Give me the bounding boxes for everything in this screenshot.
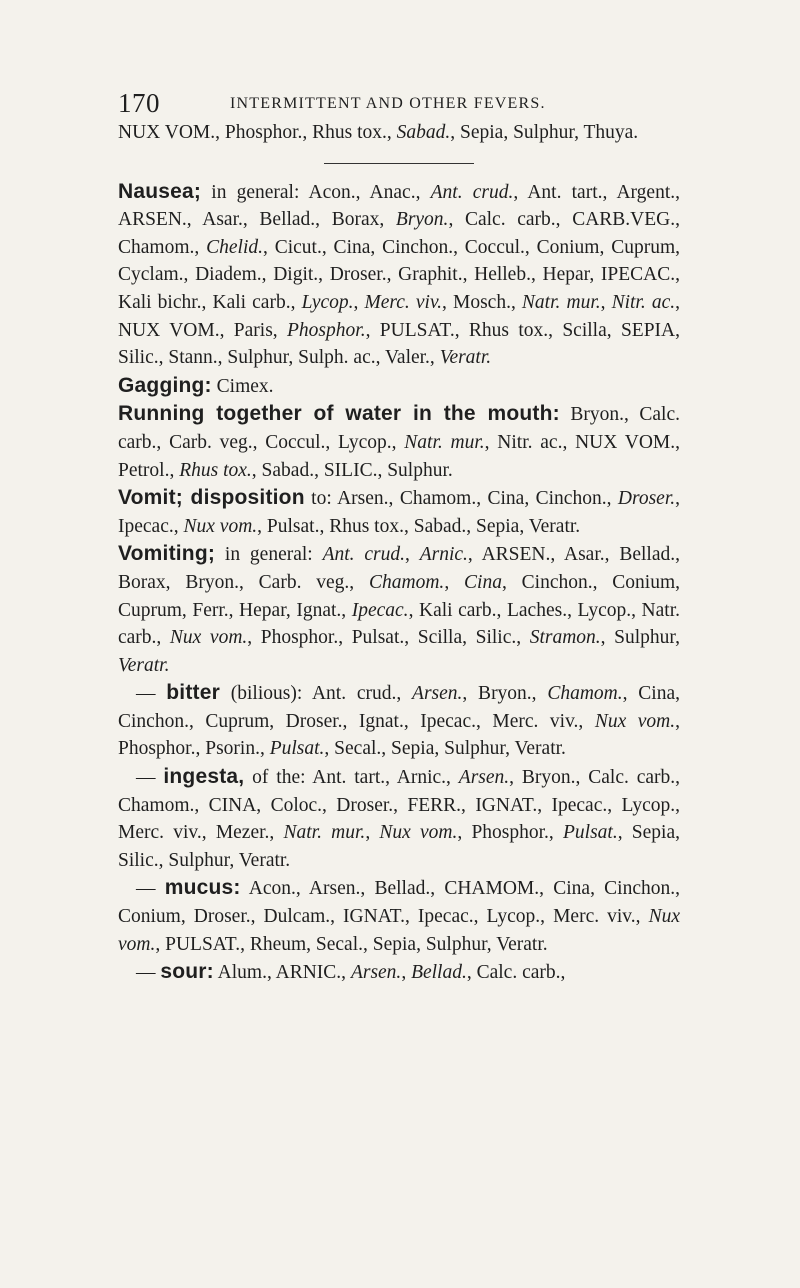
- entry-heading: bitter: [166, 681, 220, 705]
- running-title: INTERMITTENT AND OTHER FEVERS.: [230, 95, 546, 112]
- dash: —: [136, 878, 165, 900]
- section-divider: [324, 163, 474, 164]
- page-number: 170: [118, 88, 160, 118]
- entry-text: of the: Ant. tart., Arnic., Arsen., Bryon., Calc. carb., Chamom., CINA, Coloc., Droser., FERR., IGNAT., Ipecac., Lycop., Merc. viv., Mezer., Natr. mur., Nux vom., Phosphor., Pulsat., Sepia, Silic., Sulphur, Veratr.: [118, 767, 681, 871]
- entry-bitter: [118, 679, 680, 763]
- entry-heading: ingesta,: [163, 765, 245, 789]
- entry-vomit-disposition: [118, 484, 680, 540]
- entry-vomiting: [118, 540, 680, 679]
- page-body: [118, 119, 680, 987]
- entry-gagging: [118, 372, 680, 401]
- entry-text: (bilious): Ant. crud., Arsen., Bryon., Chamom., Cina, Cinchon., Cuprum, Droser., Ignat., Ipecac., Merc. viv., Nux vom., Phosphor., Psorin., Pulsat., Secal., Sepia, Sulphur, Veratr.: [118, 683, 680, 760]
- entry-mucus: [118, 874, 680, 958]
- entry-running-water: [118, 400, 680, 484]
- entry-nausea: [118, 178, 680, 372]
- entry-text: in general: Ant. crud., Arnic., ARSEN., Asar., Bellad., Borax, Bryon., Carb. veg., Chamom., Cina, Cinchon., Conium, Cuprum, Ferr., Hepar, Ignat., Ipecac., Kali carb., Laches., Lycop., Natr. carb., Nux vom., Phosphor., Pulsat., Scilla, Silic., Stramon., Sulphur, Veratr.: [118, 544, 681, 676]
- dash: —: [136, 683, 167, 705]
- entry-sour: [118, 958, 680, 987]
- entry-text: Cimex.: [211, 375, 274, 397]
- entry-heading: Running together of water in the mouth:: [118, 402, 560, 426]
- dash: —: [136, 962, 161, 984]
- intro-paragraph: NUX VOM., Phosphor., Rhus tox., Sabad., Sepia, Sulphur, Thuya.: [118, 122, 639, 143]
- entry-text: in general: Acon., Anac., Ant. crud., Ant. tart., Argent., ARSEN., Asar., Bellad., Borax, Bryon., Calc. carb., CARB.VEG., Chamom., Chelid., Cicut., Cina, Cinchon., Coccul., Conium, Cuprum, Cyclam., Diadem., Digit., Droser., Graphit., Helleb., Hepar, IPECAC., Kali bichr., Kali carb., Lycop., Merc. viv., Mosch., Natr. mur., Nitr. ac., NUX VOM., Paris, Phosphor., PULSAT., Rhus tox., Scilla, SEPIA, Silic., Stann., Sulphur, Sulph. ac., Valer., Veratr.: [118, 181, 681, 369]
- entry-ingesta: [118, 763, 680, 874]
- entry-heading: mucus:: [164, 876, 241, 900]
- entry-heading: Vomiting;: [118, 542, 216, 566]
- page-header: [118, 88, 678, 118]
- entry-heading: Gagging:: [118, 373, 212, 397]
- entry-heading: sour:: [160, 960, 214, 984]
- entry-text: Alum., ARNIC., Arsen., Bellad., Calc. carb.,: [213, 962, 566, 984]
- entry-text: Acon., Arsen., Bellad., CHAMOM., Cina, Cinchon., Conium, Droser., Dulcam., IGNAT., Ipecac., Lycop., Merc. viv., Nux vom., PULSAT., Rheum, Secal., Sepia, Sulphur, Veratr.: [118, 878, 680, 955]
- entry-text: Bryon., Calc. carb., Carb. veg., Coccul., Lycop., Natr. mur., Nitr. ac., NUX VOM., Petrol., Rhus tox., Sabad., SILIC., Sulphur.: [118, 404, 681, 481]
- entry-heading: Vomit; disposition: [118, 486, 305, 510]
- entry-heading: Nausea;: [118, 179, 202, 203]
- dash: —: [136, 767, 164, 789]
- entry-text: to: Arsen., Chamom., Cina, Cinchon., Droser., Ipecac., Nux vom., Pulsat., Rhus tox., Sabad., Sepia, Veratr.: [118, 488, 681, 537]
